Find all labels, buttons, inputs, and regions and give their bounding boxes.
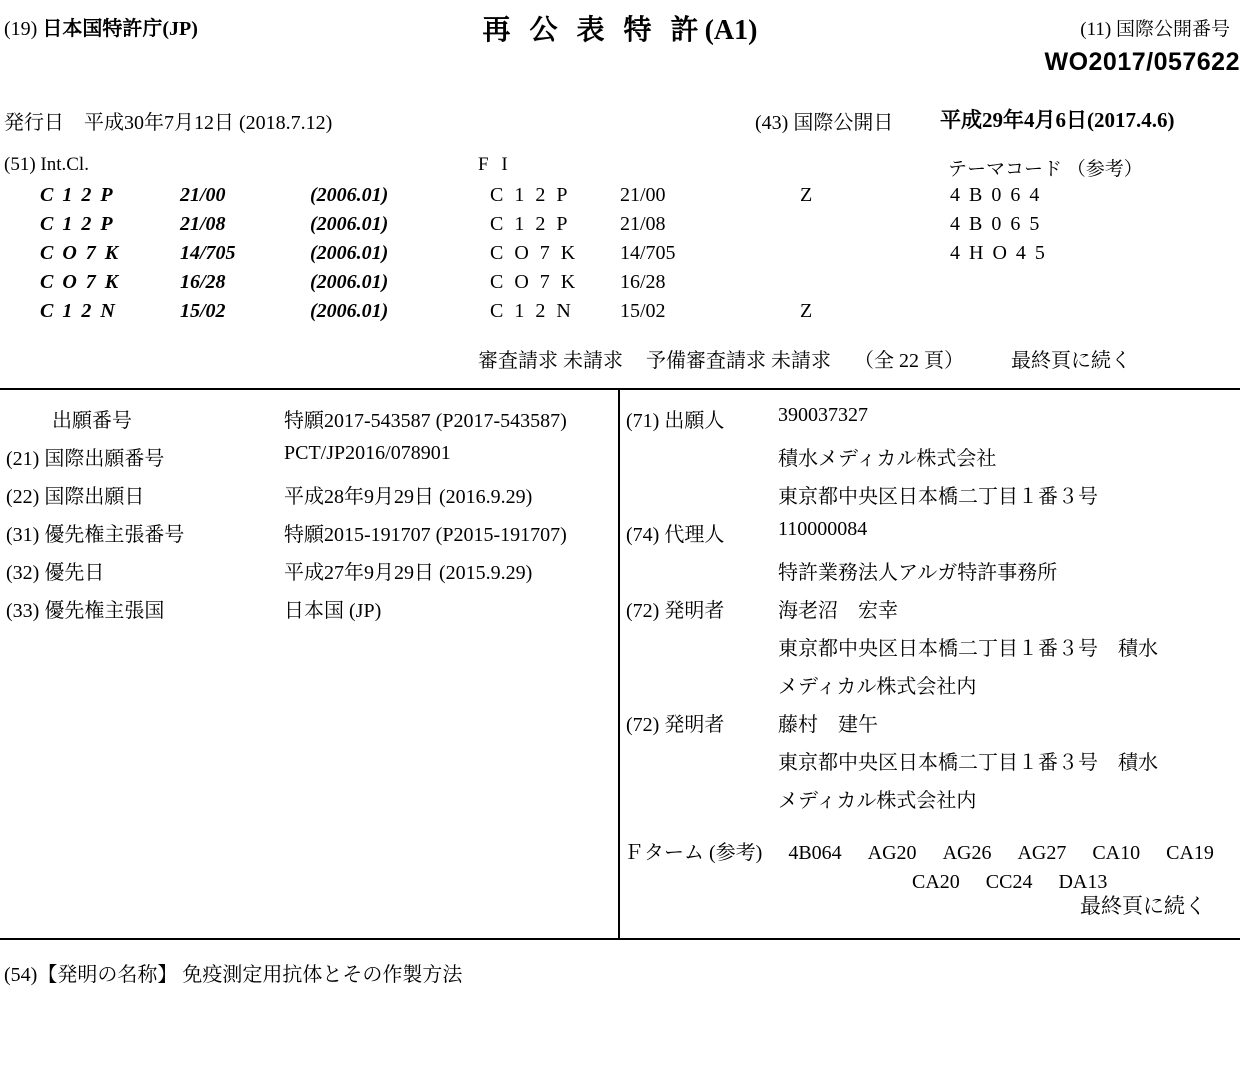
document-type-label: 再 公 表 特 許: [482, 15, 705, 46]
fi-subclass: 14/705: [620, 242, 676, 264]
fi-suffix: [800, 213, 950, 242]
application-data-table: [0, 404, 567, 632]
ipc-subclass: 21/00: [180, 184, 226, 206]
field-value: 積水メディカル株式会社: [778, 448, 997, 470]
ipc-version: (2006.01): [310, 213, 389, 235]
classification-block: [0, 148, 1240, 390]
ipc-class: C O 7 K: [40, 242, 121, 264]
field-value: 藤村 建午: [778, 714, 878, 736]
document-kind-code: (A1): [704, 15, 758, 46]
table-row: [0, 480, 567, 518]
field-label: [622, 670, 778, 708]
fterm-code: CC24: [985, 871, 1033, 893]
examination-request-row: [478, 344, 1131, 373]
ipc-class: C 1 2 N: [40, 300, 117, 322]
fterm-code: CA19: [1166, 842, 1214, 864]
field-label: (72) 発明者: [626, 714, 725, 736]
table-row: [0, 213, 1240, 242]
table-row: [0, 442, 567, 480]
page-header: [0, 0, 1240, 96]
theme-code: 4 B 0 6 5: [950, 213, 1042, 235]
fterm-code: AG20: [867, 842, 917, 864]
theme-code: [950, 300, 1240, 329]
fi-subclass: 15/02: [620, 300, 666, 322]
theme-code: [950, 271, 1240, 300]
table-row: [622, 518, 1158, 556]
fi-suffix: [800, 271, 950, 300]
field-value: 東京都中央区日本橋二丁目１番３号 積水: [778, 638, 1158, 660]
field-value: 海老沼 宏幸: [778, 600, 898, 622]
table-row: [622, 784, 1158, 822]
continued-notice-right: 最終頁に続く: [1080, 894, 1206, 918]
field-label: [622, 480, 778, 518]
field-label: [622, 784, 778, 822]
field-value: 平成28年9月29日 (2016.9.29): [284, 486, 533, 508]
field-value: 日本国 (JP): [284, 600, 382, 622]
table-row: [622, 556, 1158, 594]
field-value: 東京都中央区日本橋二丁目１番３号 積水: [778, 752, 1158, 774]
table-row: [622, 480, 1158, 518]
ipc-version: (2006.01): [310, 242, 389, 264]
table-row: [0, 404, 567, 442]
table-row: [622, 746, 1158, 784]
publication-number-label: (11) 国際公開番号: [1080, 19, 1230, 40]
fterm-label: Ｆターム (参考): [624, 842, 763, 864]
field-value: メディカル株式会社内: [778, 676, 977, 698]
field-value: 特許業務法人アルガ特許事務所: [778, 562, 1058, 584]
office-name: 日本国特許庁(JP): [42, 18, 198, 40]
column-divider: [618, 390, 620, 938]
fterm-code: AG26: [942, 842, 992, 864]
examination-request: 審査請求 未請求: [478, 350, 623, 372]
field-label: [622, 556, 778, 594]
ipc-version: (2006.01): [310, 184, 389, 206]
ipc-version: (2006.01): [310, 300, 389, 322]
classification-table: [0, 184, 1240, 329]
table-row: [0, 300, 1240, 329]
field-label: [622, 632, 778, 670]
field-value: PCT/JP2016/078901: [284, 442, 451, 464]
fi-class: C 1 2 P: [490, 213, 571, 235]
preliminary-examination-request: 予備審査請求 未請求: [646, 350, 831, 372]
table-row: [622, 632, 1158, 670]
office-number: (19): [4, 18, 38, 40]
theme-code: 4 B 0 6 4: [950, 184, 1042, 206]
ipc-subclass: 21/08: [180, 213, 226, 235]
table-row: [0, 594, 567, 632]
fi-class: C O 7 K: [490, 271, 579, 293]
field-value: 平成27年9月29日 (2015.9.29): [284, 562, 533, 584]
field-value: 110000084: [778, 518, 868, 540]
table-row: [0, 518, 567, 556]
table-row: [622, 594, 1158, 632]
publication-date-value: 平成29年4月6日(2017.4.6): [940, 108, 1175, 132]
invention-title-section: [0, 940, 1240, 1000]
field-label: (21) 国際出願番号: [6, 448, 165, 470]
issue-date: [4, 106, 332, 135]
theme-code: 4 H O 4 5: [950, 242, 1047, 264]
fterm-code: CA20: [912, 871, 960, 893]
parties-table: [622, 404, 1158, 822]
field-label: (22) 国際出願日: [6, 486, 145, 508]
fterm-block: [622, 836, 1240, 894]
fi-suffix: [800, 242, 950, 271]
field-value: 特願2017-543587 (P2017-543587): [284, 410, 567, 432]
ipc-class: C 1 2 P: [40, 213, 115, 235]
page-count: （全 22 頁）: [854, 350, 964, 372]
fi-suffix: Z: [800, 184, 813, 206]
field-label: (72) 発明者: [626, 600, 725, 622]
fi-suffix: Z: [800, 300, 813, 322]
fterm-code: AG27: [1017, 842, 1067, 864]
intcl-label: (51) Int.Cl.: [4, 154, 89, 175]
field-label: (31) 優先権主張番号: [6, 524, 185, 546]
issue-date-value: 平成30年7月12日 (2018.7.12): [84, 112, 333, 134]
field-label: [622, 442, 778, 480]
ipc-subclass: 16/28: [180, 271, 226, 293]
field-label: (71) 出願人: [626, 410, 725, 432]
field-label: (32) 優先日: [6, 562, 105, 584]
theme-code-label: テーマコード （参考）: [948, 159, 1143, 180]
ipc-class: C 1 2 P: [40, 184, 115, 206]
fi-label: F I: [478, 154, 512, 175]
table-row: [0, 184, 1240, 213]
field-value: メディカル株式会社内: [778, 790, 977, 812]
document-type-title: [0, 8, 1240, 48]
field-label: 出願番号: [52, 410, 132, 432]
table-row: [0, 271, 1240, 300]
issue-date-label: 発行日: [4, 112, 64, 134]
fi-subclass: 21/08: [620, 213, 666, 235]
publication-date-label: (43) 国際公開日: [755, 112, 894, 134]
field-value: 390037327: [778, 404, 868, 426]
invention-title: (54)【発明の名称】 免疫測定用抗体とその作製方法: [4, 964, 463, 986]
fterm-code: DA13: [1058, 871, 1108, 893]
ipc-class: C O 7 K: [40, 271, 121, 293]
field-label: [622, 746, 778, 784]
table-row: [622, 404, 1158, 442]
ipc-version: (2006.01): [310, 271, 389, 293]
table-row: [622, 442, 1158, 480]
table-row: [0, 242, 1240, 271]
fi-class: C 1 2 N: [490, 300, 574, 322]
field-label: (74) 代理人: [626, 524, 725, 546]
field-value: 特願2015-191707 (P2015-191707): [284, 524, 567, 546]
fi-subclass: 16/28: [620, 271, 666, 293]
left-bibliographic-column: [0, 390, 616, 938]
fi-class: C 1 2 P: [490, 184, 571, 206]
table-row: [0, 556, 567, 594]
continued-notice: 最終頁に続く: [1011, 350, 1131, 372]
dates-row: [0, 96, 1240, 148]
publication-number-value: WO2017/057622: [1044, 48, 1240, 76]
ipc-subclass: 15/02: [180, 300, 226, 322]
table-row: [622, 708, 1158, 746]
fterm-code: 4B064: [788, 842, 842, 864]
fi-class: C O 7 K: [490, 242, 579, 264]
table-row: [622, 670, 1158, 708]
fi-subclass: 21/00: [620, 184, 666, 206]
fterm-code: CA10: [1092, 842, 1141, 864]
field-value: 東京都中央区日本橋二丁目１番３号: [778, 486, 1098, 508]
ipc-subclass: 14/705: [180, 242, 236, 264]
right-bibliographic-column: [622, 390, 1240, 938]
bibliographic-body: [0, 390, 1240, 940]
field-label: (33) 優先権主張国: [6, 600, 165, 622]
